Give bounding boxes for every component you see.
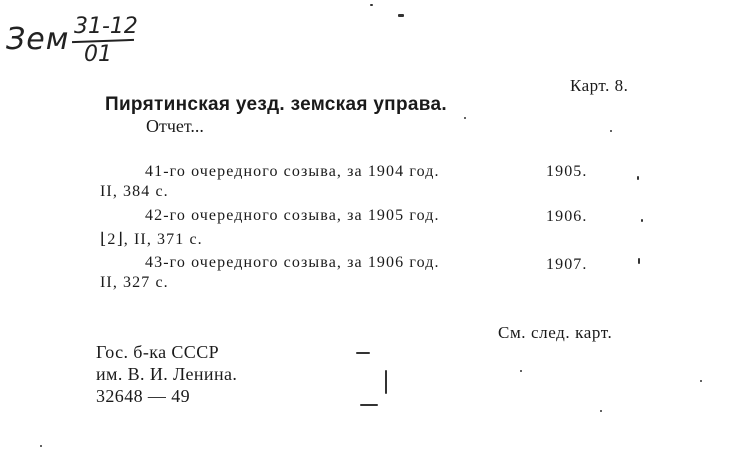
scan-speck — [520, 370, 522, 372]
entry-year: 1907. — [546, 256, 588, 273]
scan-speck — [600, 410, 602, 412]
see-next-card-note: См. след. карт. — [498, 323, 613, 342]
shelfmark-numerator: 31-12 — [74, 14, 138, 39]
scan-speck — [464, 117, 466, 119]
entry-title: 42-го очередного созыва, за 1905 год. — [145, 207, 440, 224]
scan-speck — [641, 219, 643, 222]
entry-year: 1905. — [546, 163, 588, 180]
scan-speck — [356, 352, 370, 354]
shelfmark-denominator: 01 — [84, 42, 112, 67]
library-dedication: им. В. И. Ленина. — [96, 364, 238, 384]
scan-speck — [360, 404, 378, 406]
entry-year: 1906. — [546, 208, 588, 225]
entry-details: II, 384 с. — [100, 183, 169, 200]
inventory-number: 32648 — 49 — [96, 386, 190, 406]
entry-details: II, 327 с. — [100, 274, 169, 291]
scan-speck — [638, 258, 640, 264]
card-subtitle: Отчет... — [146, 116, 204, 136]
entry-details: ⌊2⌋, II, 371 с. — [100, 231, 203, 248]
scan-speck — [40, 445, 42, 447]
scan-speck — [370, 4, 373, 6]
library-name: Гос. б-ка СССР — [96, 342, 220, 362]
scan-speck — [385, 370, 387, 394]
scan-speck — [700, 380, 702, 382]
card-heading: Пирятинская уезд. земская управа. — [105, 94, 447, 115]
scan-speck — [610, 130, 612, 132]
entry-title: 43-го очередного созыва, за 1906 год. — [145, 254, 440, 271]
shelfmark-prefix: Зем — [6, 22, 70, 57]
card-number: Карт. 8. — [570, 76, 629, 95]
scan-speck — [398, 14, 404, 17]
scan-speck — [637, 176, 639, 180]
entry-title: 41-го очередного созыва, за 1904 год. — [145, 163, 440, 180]
